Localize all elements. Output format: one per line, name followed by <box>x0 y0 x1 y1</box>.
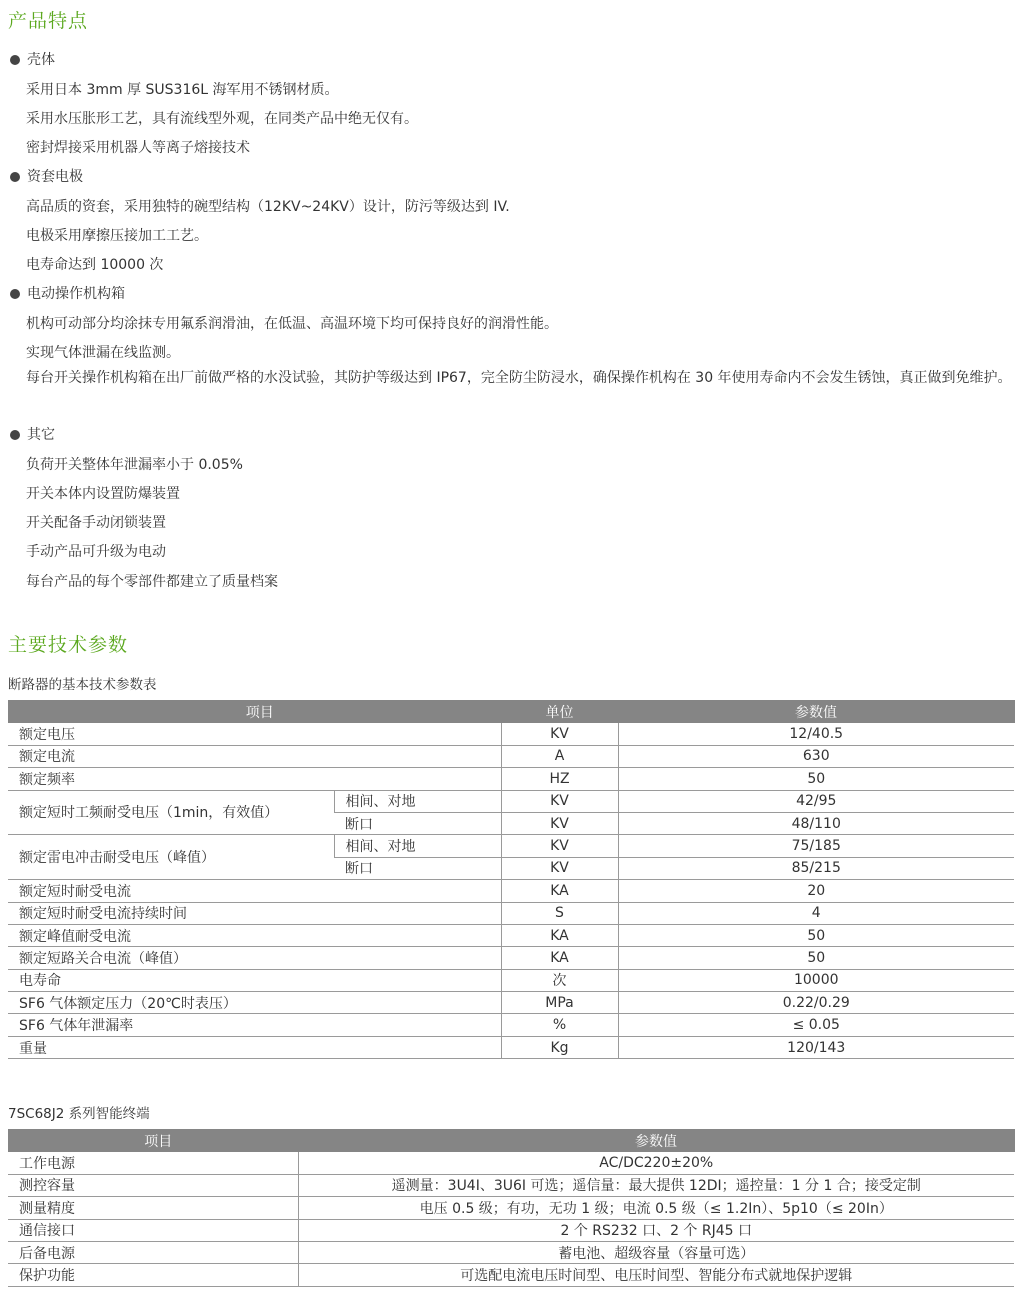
feature-line: 电极采用摩擦压接加工工艺。 <box>26 228 208 244</box>
row-value: 75/185 <box>618 835 1014 857</box>
header-value: 参数值 <box>298 1130 1014 1152</box>
row-value: 50 <box>618 768 1014 790</box>
row-item: 额定短时耐受电流 <box>8 880 501 902</box>
terminal-params-table <box>8 1129 1015 1287</box>
row-unit: KV <box>501 812 618 834</box>
row-unit: KV <box>501 857 618 879</box>
feature-line: 开关本体内设置防爆装置 <box>26 486 180 502</box>
params-title: 主要技术参数 <box>8 634 129 656</box>
feature-line: 机构可动部分均涂抹专用氟系润滑油，在低温、高温环境下均可保持良好的润滑性能。 <box>26 316 558 332</box>
bullet-icon <box>10 430 20 440</box>
row-unit: S <box>501 902 618 924</box>
feature-heading-label: 壳体 <box>27 52 55 68</box>
table-row <box>8 1014 1014 1036</box>
row-item: 工作电源 <box>8 1152 298 1174</box>
table-row <box>8 1264 1014 1286</box>
feature-heading-label: 资套电极 <box>27 169 83 185</box>
features-title: 产品特点 <box>8 10 89 32</box>
row-subitem: 相间、对地 <box>334 835 501 857</box>
feature-line: 实现气体泄漏在线监测。 <box>26 345 180 361</box>
row-unit: KV <box>501 723 618 745</box>
row-unit: HZ <box>501 768 618 790</box>
table-row <box>8 902 1014 924</box>
feature-line: 采用日本 3mm 厚 SUS316L 海军用不锈钢材质。 <box>26 82 339 98</box>
feature-heading-mechanism <box>10 283 125 303</box>
feature-line: 每台产品的每个零部件都建立了质量档案 <box>26 574 278 590</box>
header-unit: 单位 <box>501 701 618 723</box>
header-item: 项目 <box>8 1130 298 1152</box>
feature-line: 电寿命达到 10000 次 <box>26 257 164 273</box>
table-row <box>8 1219 1014 1241</box>
row-value: 50 <box>618 947 1014 969</box>
feature-heading-label: 其它 <box>27 427 55 443</box>
row-value: 电压 0.5 级；有功，无功 1 级；电流 0.5 级（≤ 1.2In）、5p10（≤ 20In） <box>298 1197 1014 1219</box>
row-value: 蓄电池、超级容量（容量可选） <box>298 1241 1014 1263</box>
row-unit: KV <box>501 790 618 812</box>
row-item: 重量 <box>8 1036 501 1058</box>
table-row <box>8 880 1014 902</box>
row-value: 0.22/0.29 <box>618 992 1014 1014</box>
feature-line: 负荷开关整体年泄漏率小于 0.05% <box>26 457 243 473</box>
row-item: 额定电压 <box>8 723 501 745</box>
row-value: 可选配电流电压时间型、电压时间型、智能分布式就地保护逻辑 <box>298 1264 1014 1286</box>
row-unit: 次 <box>501 969 618 991</box>
feature-line: 开关配备手动闭锁装置 <box>26 515 166 531</box>
row-item: 测量精度 <box>8 1197 298 1219</box>
row-value: AC/DC220±20% <box>298 1152 1014 1174</box>
feature-heading-bushing <box>10 166 83 186</box>
row-value: 2 个 RS232 口、2 个 RJ45 口 <box>298 1219 1014 1241</box>
row-subitem: 相间、对地 <box>334 790 501 812</box>
row-value: 12/40.5 <box>618 723 1014 745</box>
table-row <box>8 790 1014 812</box>
table-row <box>8 745 1014 767</box>
feature-heading-label: 电动操作机构箱 <box>27 286 125 302</box>
header-value: 参数值 <box>618 701 1014 723</box>
row-item: 额定电流 <box>8 745 501 767</box>
row-item: 额定短路关合电流（峰值） <box>8 947 501 969</box>
row-subitem: 断口 <box>334 857 501 879</box>
table-row <box>8 1152 1014 1174</box>
row-item: 测控容量 <box>8 1174 298 1196</box>
table-row <box>8 1197 1014 1219</box>
bullet-icon <box>10 289 20 299</box>
row-value: 10000 <box>618 969 1014 991</box>
row-item: 保护功能 <box>8 1264 298 1286</box>
row-item: 额定峰值耐受电流 <box>8 924 501 946</box>
table-row <box>8 723 1014 745</box>
row-item: 额定频率 <box>8 768 501 790</box>
row-unit: A <box>501 745 618 767</box>
feature-line: 手动产品可升级为电动 <box>26 544 166 560</box>
row-unit: KA <box>501 924 618 946</box>
feature-heading-shell <box>10 49 55 69</box>
row-value: 50 <box>618 924 1014 946</box>
table-header-row <box>8 1130 1014 1152</box>
table-row <box>8 924 1014 946</box>
breaker-params-table <box>8 700 1015 1059</box>
table1-caption: 断路器的基本技术参数表 <box>8 677 157 693</box>
feature-line: 密封焊接采用机器人等离子熔接技术 <box>26 140 250 156</box>
table-row <box>8 835 1014 857</box>
table-row <box>8 1241 1014 1263</box>
row-value: 遥测量：3U4I、3U6I 可选；遥信量：最大提供 12DI；遥控量：1 分 1 合；接受定制 <box>298 1174 1014 1196</box>
row-item: 后备电源 <box>8 1241 298 1263</box>
table-row <box>8 947 1014 969</box>
table-row <box>8 1174 1014 1196</box>
row-unit: KV <box>501 835 618 857</box>
table-row <box>8 969 1014 991</box>
header-item: 项目 <box>8 701 501 723</box>
row-unit: KA <box>501 880 618 902</box>
row-item: 额定短时工频耐受电压（1min，有效值） <box>8 790 334 835</box>
feature-line: 高品质的资套，采用独特的碗型结构（12KV~24KV）设计，防污等级达到 IV. <box>26 199 510 215</box>
table-row <box>8 1036 1014 1058</box>
row-subitem: 断口 <box>334 812 501 834</box>
row-value: 120/143 <box>618 1036 1014 1058</box>
row-unit: KA <box>501 947 618 969</box>
table2-caption: 7SC68J2 系列智能终端 <box>8 1106 150 1122</box>
row-unit: % <box>501 1014 618 1036</box>
row-value: 4 <box>618 902 1014 924</box>
row-value: 85/215 <box>618 857 1014 879</box>
row-item: SF6 气体额定压力（20℃时表压） <box>8 992 501 1014</box>
row-value: 20 <box>618 880 1014 902</box>
row-value: 42/95 <box>618 790 1014 812</box>
row-unit: MPa <box>501 992 618 1014</box>
feature-line: 采用水压胀形工艺，具有流线型外观，在同类产品中绝无仅有。 <box>26 111 418 127</box>
row-item: SF6 气体年泄漏率 <box>8 1014 501 1036</box>
row-value: 630 <box>618 745 1014 767</box>
row-item: 额定雷电冲击耐受电压（峰值） <box>8 835 334 880</box>
feature-heading-other <box>10 424 55 444</box>
table-row <box>8 768 1014 790</box>
row-value: ≤ 0.05 <box>618 1014 1014 1036</box>
bullet-icon <box>10 55 20 65</box>
row-item: 额定短时耐受电流持续时间 <box>8 902 501 924</box>
row-unit: Kg <box>501 1036 618 1058</box>
row-value: 48/110 <box>618 812 1014 834</box>
feature-line: 每台开关操作机构箱在出厂前做严格的水没试验，其防护等级达到 IP67，完全防尘防浸水，确保操作机构在 30 年使用寿命内不会发生锈蚀，真正做到免维护。 <box>26 370 1012 386</box>
bullet-icon <box>10 172 20 182</box>
row-item: 电寿命 <box>8 969 501 991</box>
table-row <box>8 992 1014 1014</box>
table-header-row <box>8 701 1014 723</box>
row-item: 通信接口 <box>8 1219 298 1241</box>
